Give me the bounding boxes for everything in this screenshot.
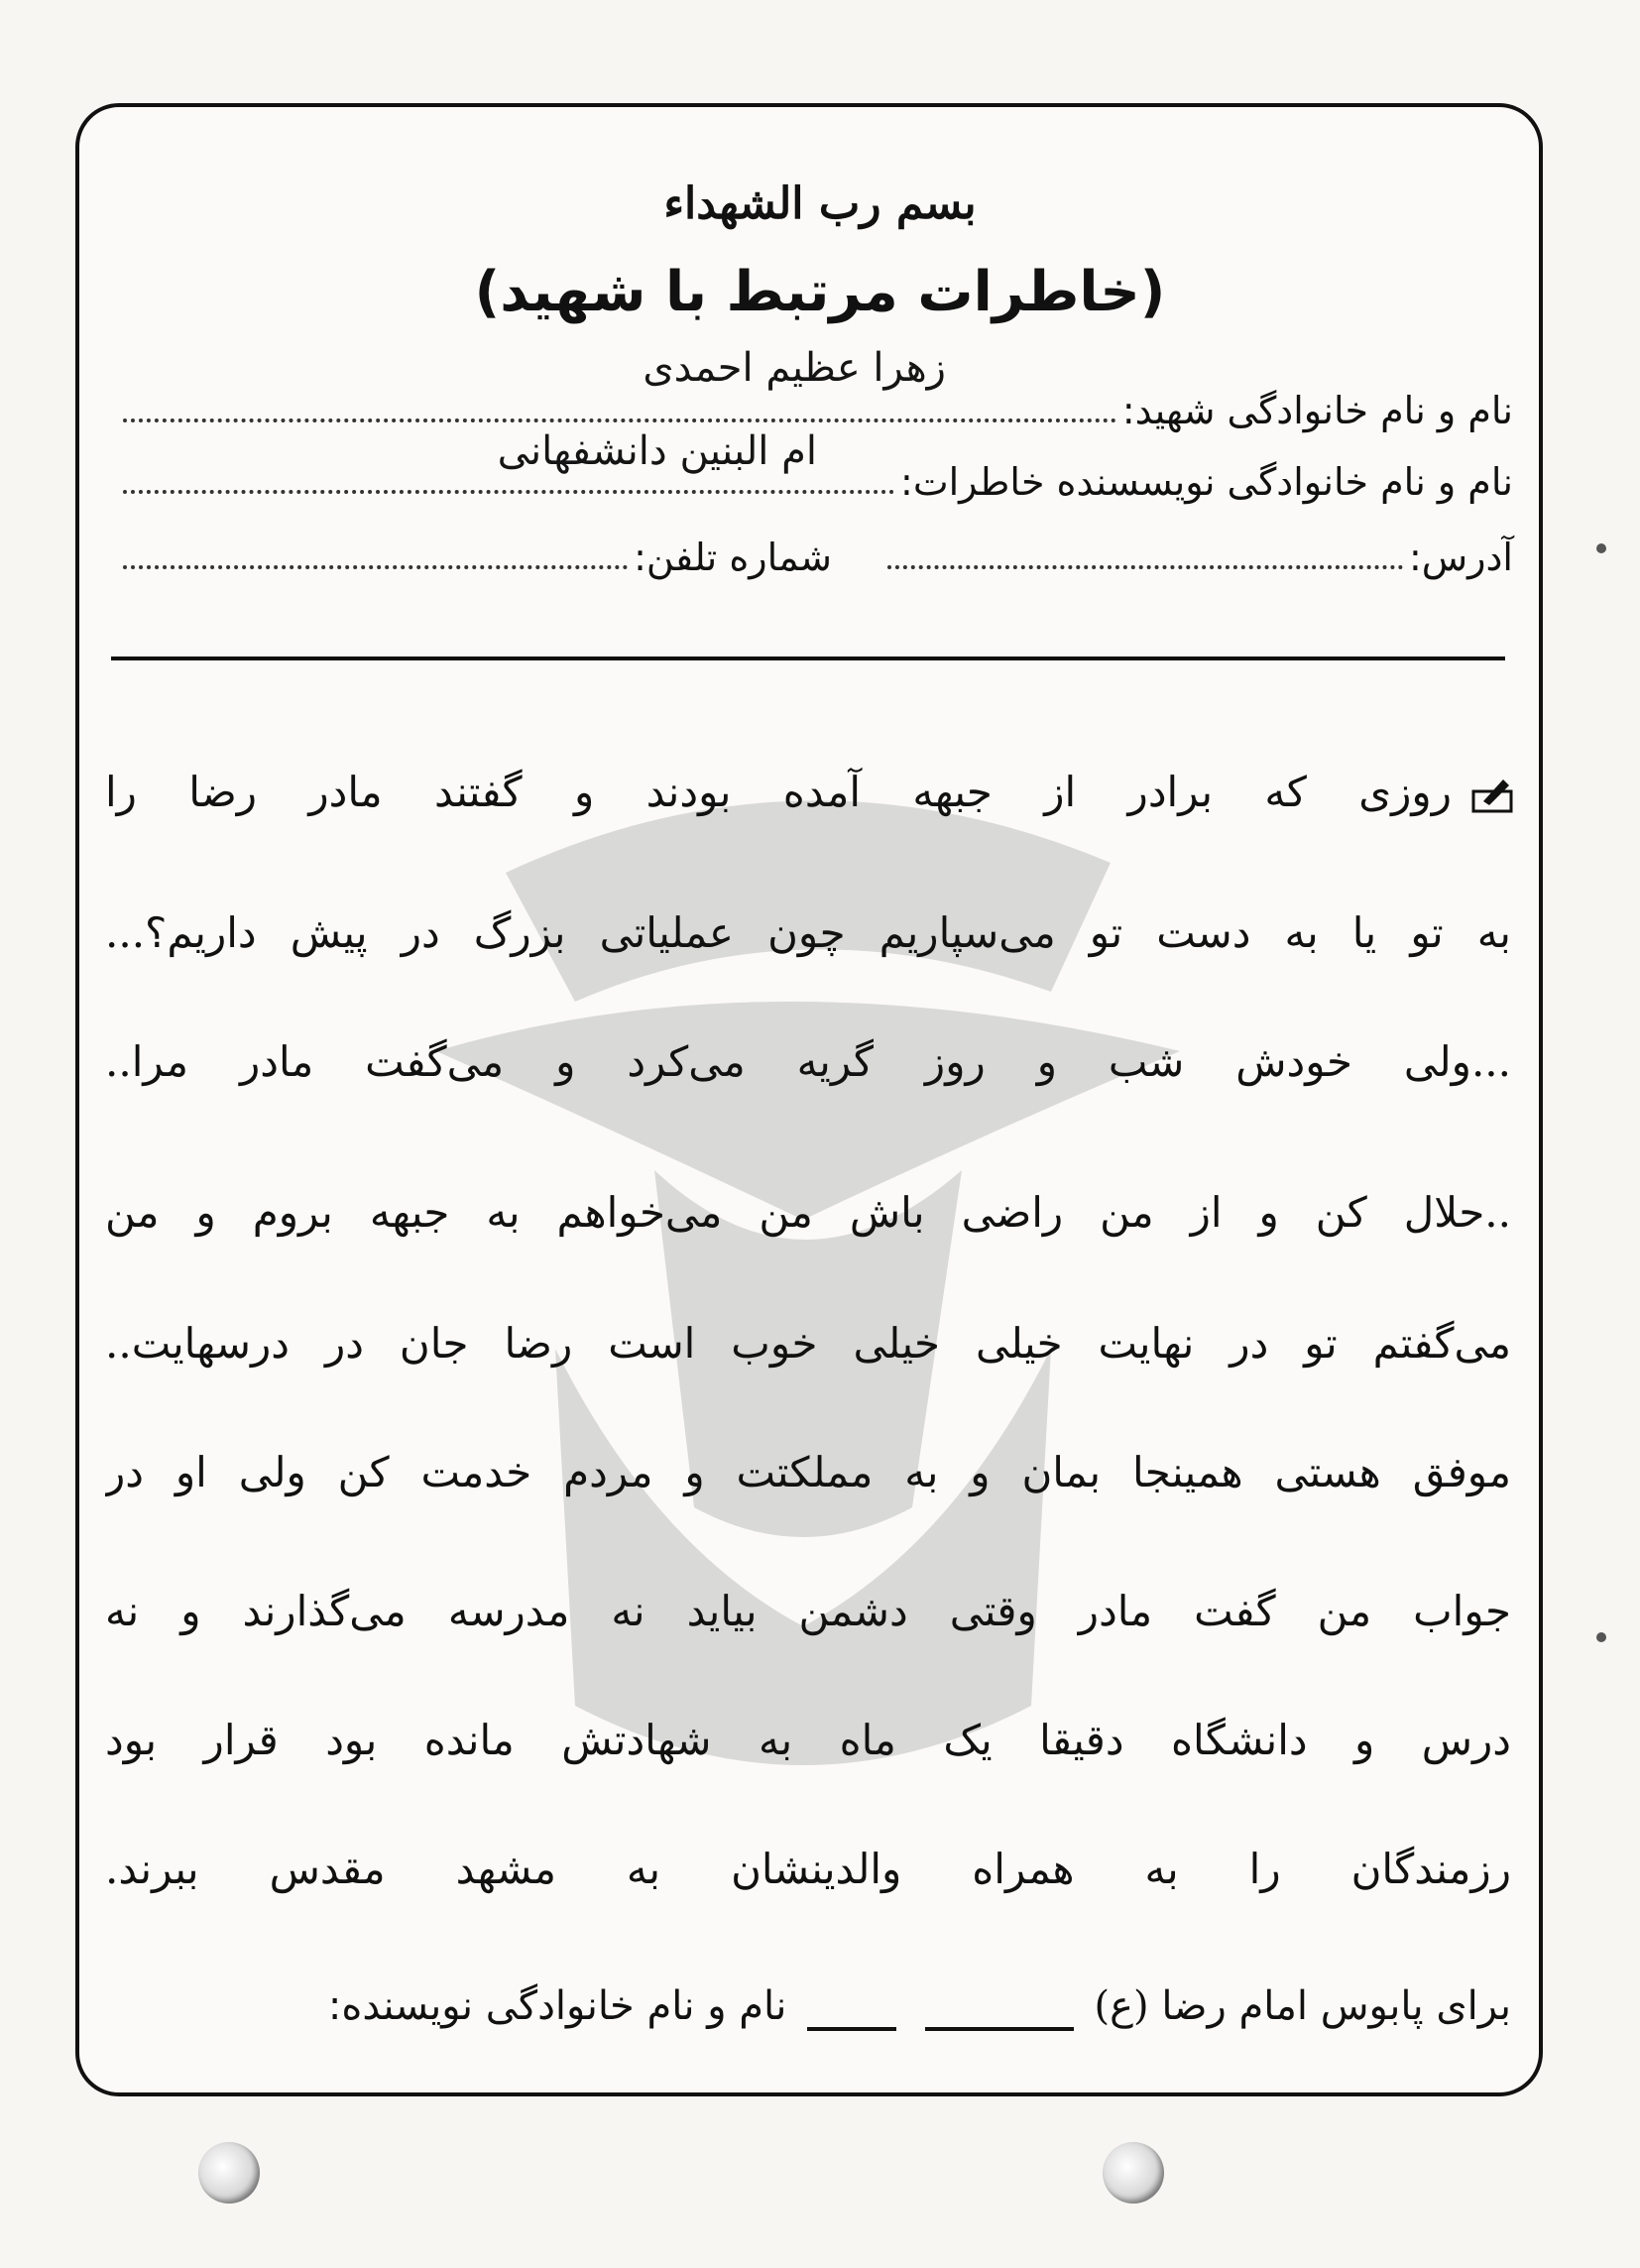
memoir-line: رزمندگان را به همراه والدینشان به مشهد مقدس ببرند. xyxy=(105,1845,1511,1893)
signature-underline xyxy=(807,2027,896,2031)
memoir-line: درس و دانشگاه دقیقا یک ماه به شهادتش مانده بود قرار بود xyxy=(105,1716,1511,1764)
pen-icon xyxy=(1469,772,1515,817)
memoir-line: به تو یا به دست تو می‌سپاریم چون عملیاتی بزرگ در پیش داریم؟... xyxy=(105,908,1511,957)
writer-name-value: ام البنین دانشفهانی xyxy=(497,428,817,474)
memoir-line: موفق هستی همینجا بمان و به مملکتت و مردم خدمت کن ولی او در xyxy=(105,1448,1511,1496)
dotted-line xyxy=(123,418,1116,422)
signature-underline xyxy=(925,2027,1074,2031)
scan-speck xyxy=(1596,1632,1606,1642)
scan-speck xyxy=(1596,543,1606,553)
invocation-heading: بسم رب الشهداء xyxy=(663,179,977,229)
writer-signature-label: نام و نام خانوادگی نویسنده: xyxy=(327,1983,787,2029)
dotted-line xyxy=(123,564,628,569)
separator-line xyxy=(111,657,1505,660)
writer-name-label: نام و نام خانوادگی نویسسنده خاطرات: xyxy=(900,460,1513,504)
memoir-line: روزی که برادر از جبهه آمده بودند و گفتند مادر رضا را xyxy=(105,768,1452,816)
martyr-name-label: نام و نام خانوادگی شهید: xyxy=(1121,389,1513,432)
memoir-line: ...ولی خودش شب و روز گریه می‌کرد و می‌گفت مادر مرا.. xyxy=(105,1037,1511,1086)
phone-label: شماره تلفن: xyxy=(634,536,832,579)
dotted-line xyxy=(123,489,894,494)
footer-signature-row xyxy=(105,1971,1511,2041)
memoir-line: جواب من گفت مادر وقتی دشمن بیاید نه مدرسه می‌گذارند و نه xyxy=(105,1587,1511,1635)
dotted-line xyxy=(887,564,1403,569)
memoir-line: ..حلال کن و از من راضی باش من می‌خواهم به جبهه بروم و من xyxy=(105,1188,1511,1237)
memoir-last-line: برای پابوس امام رضا (ع) xyxy=(1094,1983,1511,2029)
martyr-name-value: زهرا عظیم احمدی xyxy=(643,345,946,391)
form-title: (خاطرات مرتبط با شهید) xyxy=(474,260,1166,324)
punch-hole xyxy=(198,2142,260,2204)
address-field[interactable] xyxy=(117,520,1513,579)
memoir-line: می‌گفتم تو در نهایت خیلی خیلی خوب است رضا جان در درسهایت.. xyxy=(105,1319,1511,1368)
punch-hole xyxy=(1103,2142,1164,2204)
address-label: آدرس: xyxy=(1408,536,1513,579)
